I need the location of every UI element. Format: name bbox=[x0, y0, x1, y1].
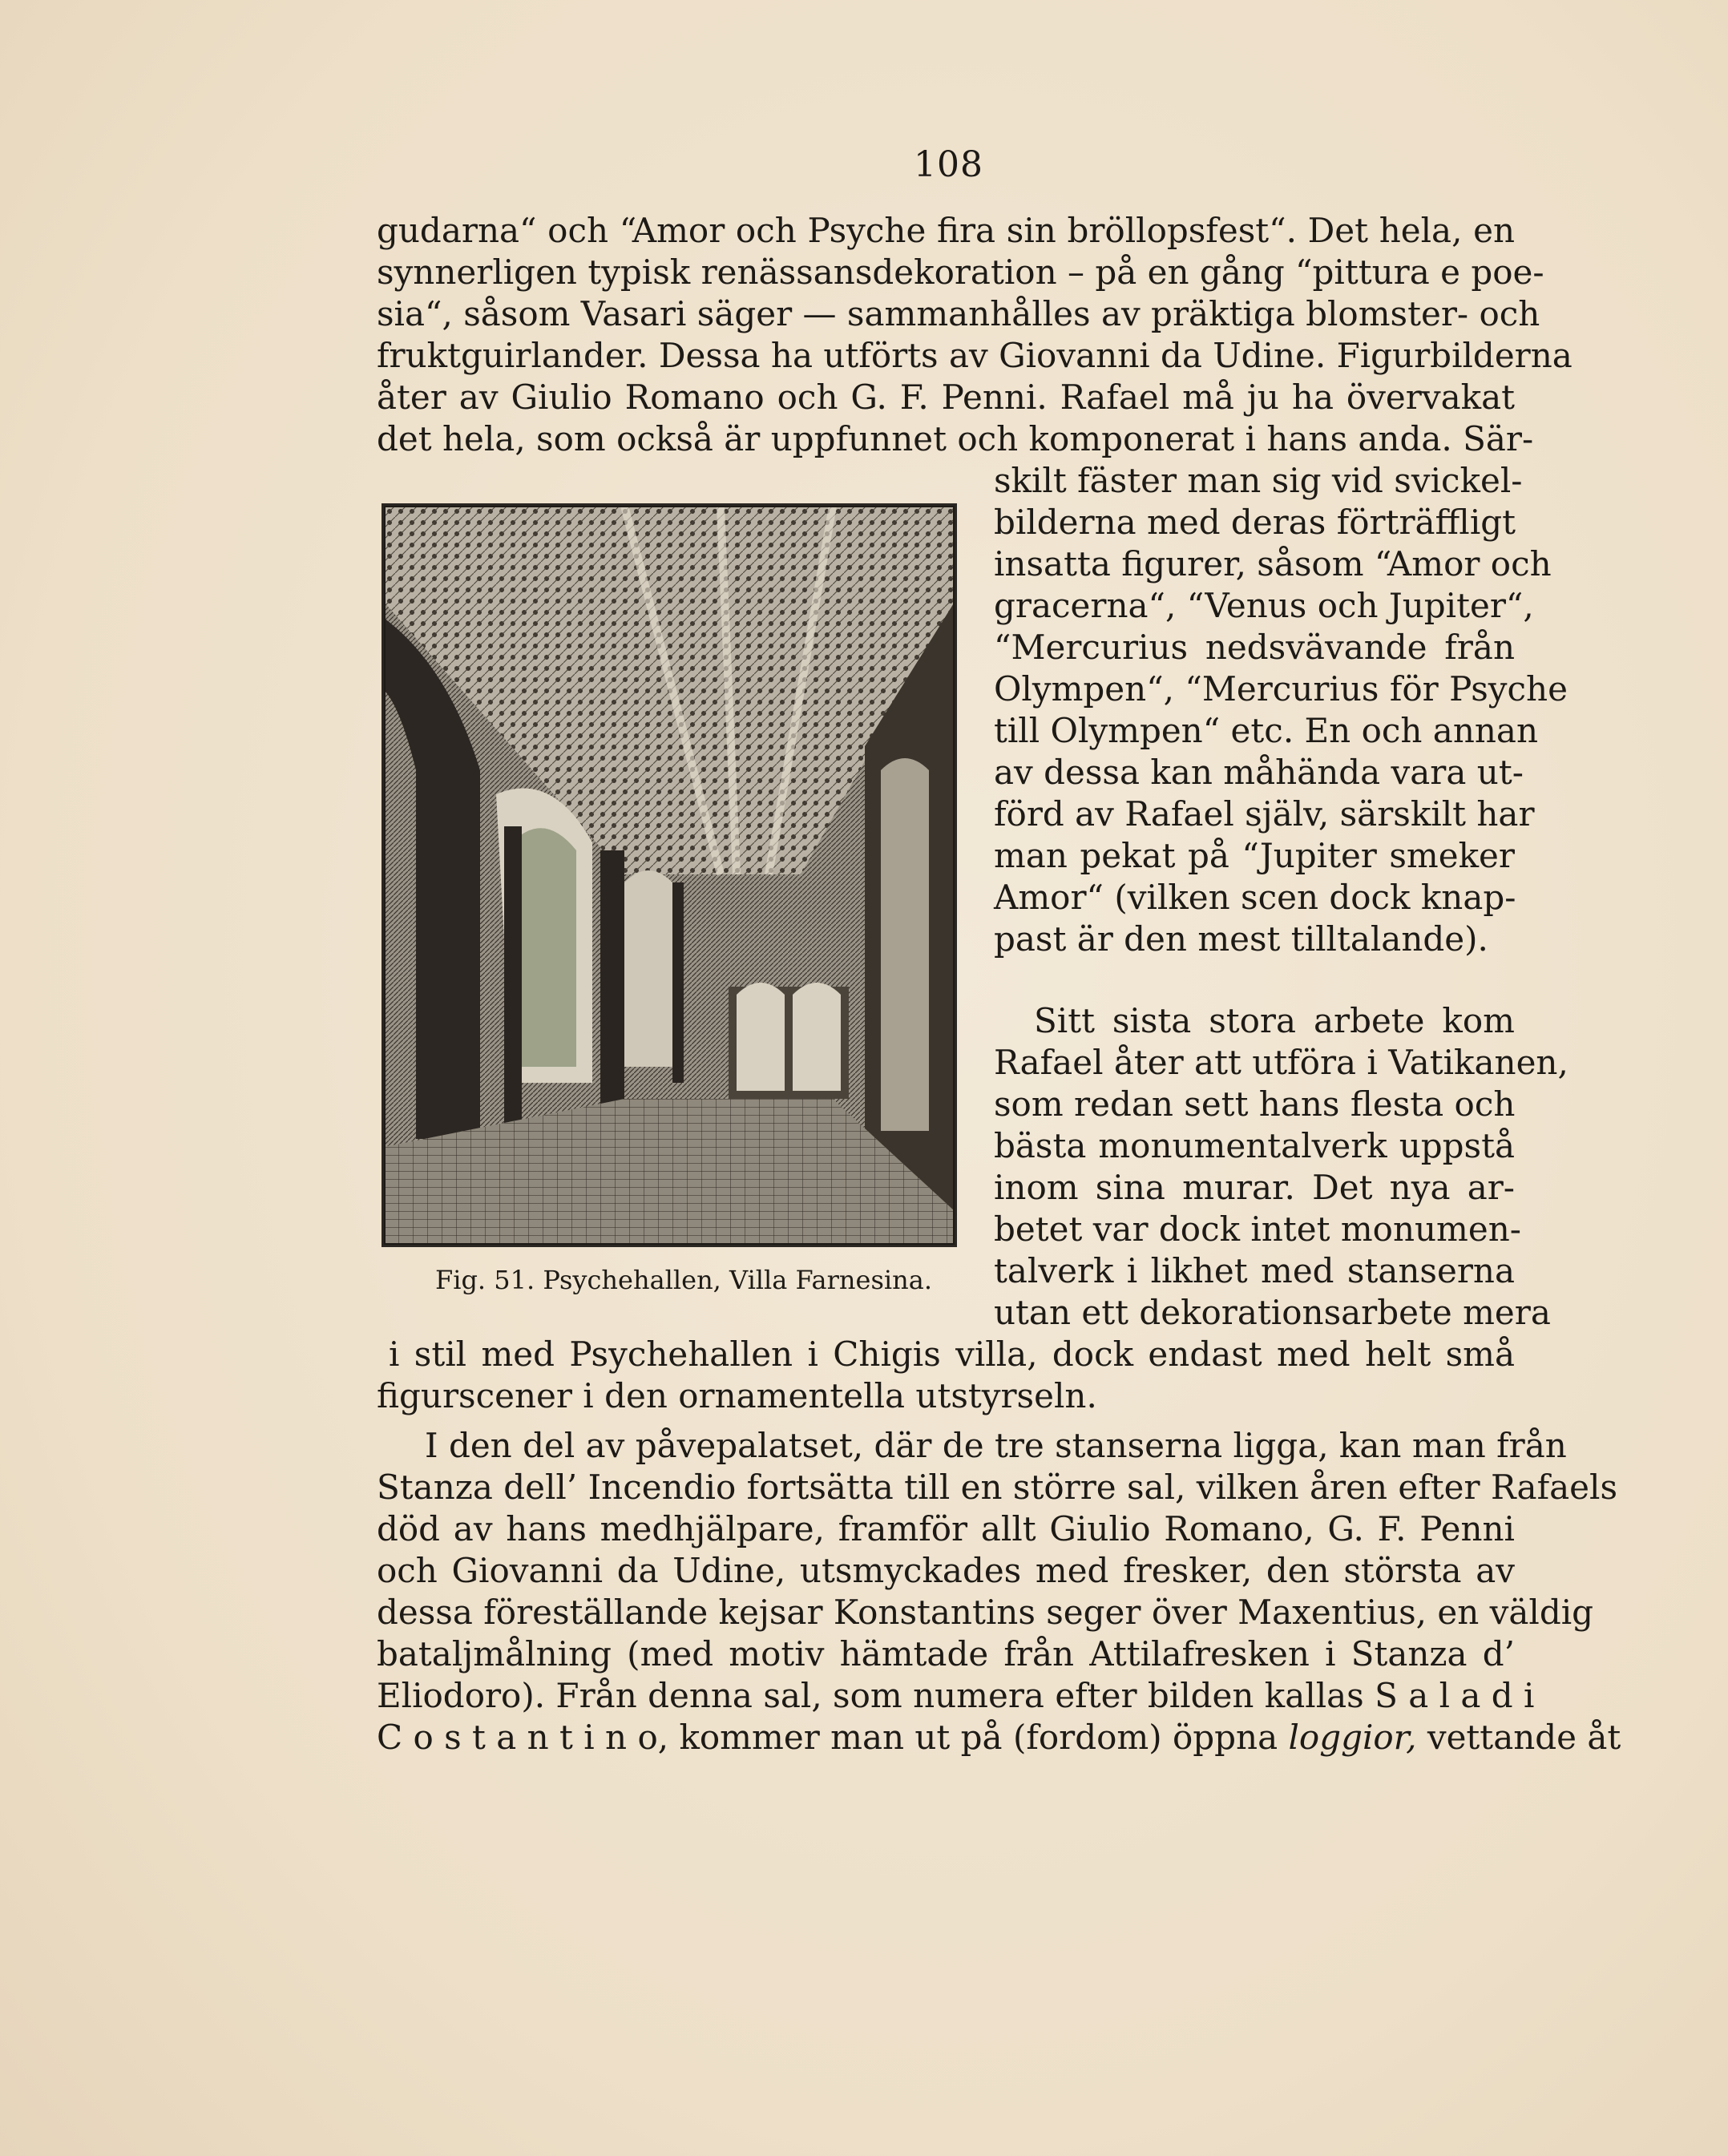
text-line: av dessa kan måhända vara ut- bbox=[994, 753, 1524, 792]
text-line: Sitt sista stora arbete kom bbox=[1034, 1001, 1515, 1040]
text-line: sia“, såsom Vasari säger — sammanhålles av präktiga blomster- och bbox=[377, 294, 1540, 333]
text-line: som redan sett hans flesta och bbox=[994, 1084, 1516, 1124]
page-number: 108 bbox=[914, 144, 983, 185]
text-line: inom sina murar. Det nya ar- bbox=[994, 1168, 1515, 1207]
text-line: Amor“ (vilken scen dock knap- bbox=[994, 878, 1516, 917]
text-line: skilt fäster man sig vid svickel- bbox=[994, 461, 1523, 500]
text-line: gudarna“ och “Amor och Psyche fira sin bröllopsfest“. Det hela, en bbox=[377, 211, 1515, 250]
text-line: fruktguirlander. Dessa ha utförts av Giovanni da Udine. Figurbilderna bbox=[377, 336, 1573, 375]
figure-engraving bbox=[382, 503, 957, 1247]
text-line: död av hans medhjälpare, framför allt Giulio Romano, G. F. Penni bbox=[377, 1509, 1515, 1548]
text-line: bästa monumentalverk uppstå bbox=[994, 1126, 1515, 1165]
text-line: och Giovanni da Udine, utsmyckades med fresker, den största av bbox=[377, 1551, 1515, 1590]
text-line: Eliodoro). Från denna sal, som numera efter bilden kallas S a l a d i bbox=[377, 1676, 1535, 1715]
hall-illustration bbox=[384, 506, 955, 1245]
text-line: det hela, som också är uppfunnet och komponerat i hans anda. Sär- bbox=[377, 419, 1534, 458]
text-line: åter av Giulio Romano och G. F. Penni. Rafael må ju ha övervakat bbox=[377, 378, 1515, 417]
text-span: C o s t a n t i n o, kommer man ut på (fordom) öppna bbox=[377, 1718, 1289, 1757]
text-line: dessa föreställande kejsar Konstantins seger över Maxentius, en väldig bbox=[377, 1593, 1594, 1632]
text-line: talverk i likhet med stanserna bbox=[994, 1251, 1515, 1290]
italic-word: loggior, bbox=[1288, 1718, 1417, 1757]
text-line: insatta figurer, såsom “Amor och bbox=[994, 544, 1552, 583]
text-line: figurscener i den ornamentella utstyrseln. bbox=[377, 1376, 1097, 1415]
text-line: synnerligen typisk renässansdekoration – på en gång “pittura e poe- bbox=[377, 252, 1544, 292]
text-line: betet var dock intet monumen- bbox=[994, 1209, 1521, 1249]
text-line: gracerna“, “Venus och Jupiter“, bbox=[994, 586, 1534, 625]
figure-caption: Fig. 51. Psychehallen, Villa Farnesina. bbox=[435, 1265, 932, 1295]
text-line: Rafael åter att utföra i Vatikanen, bbox=[994, 1043, 1569, 1082]
text-line: Stanza dell’ Incendio fortsätta till en större sal, vilken åren efter Rafaels bbox=[377, 1468, 1617, 1507]
text-line: till Olympen“ etc. En och annan bbox=[994, 711, 1539, 750]
text-line: I den del av påvepalatset, där de tre stanserna ligga, kan man från bbox=[425, 1426, 1567, 1465]
text-line: förd av Rafael själv, särskilt har bbox=[994, 794, 1535, 834]
text-span: vettande åt bbox=[1416, 1718, 1621, 1757]
text-line: bataljmålning (med motiv hämtade från Attilafresken i Stanza d’ bbox=[377, 1634, 1515, 1674]
text-line: “Mercurius nedsvävande från bbox=[994, 628, 1515, 667]
text-line bbox=[377, 1717, 1621, 1758]
text-line: man pekat på “Jupiter smeker bbox=[994, 836, 1515, 875]
text-line: i stil med Psychehallen i Chigis villa, dock endast med helt små bbox=[389, 1334, 1515, 1374]
text-line: past är den mest tilltalande). bbox=[994, 919, 1488, 959]
text-line: Olympen“, “Mercurius för Psyche bbox=[994, 669, 1568, 709]
text-line: bilderna med deras förträffligt bbox=[994, 503, 1516, 542]
text-line: utan ett dekorationsarbete mera bbox=[994, 1293, 1551, 1332]
